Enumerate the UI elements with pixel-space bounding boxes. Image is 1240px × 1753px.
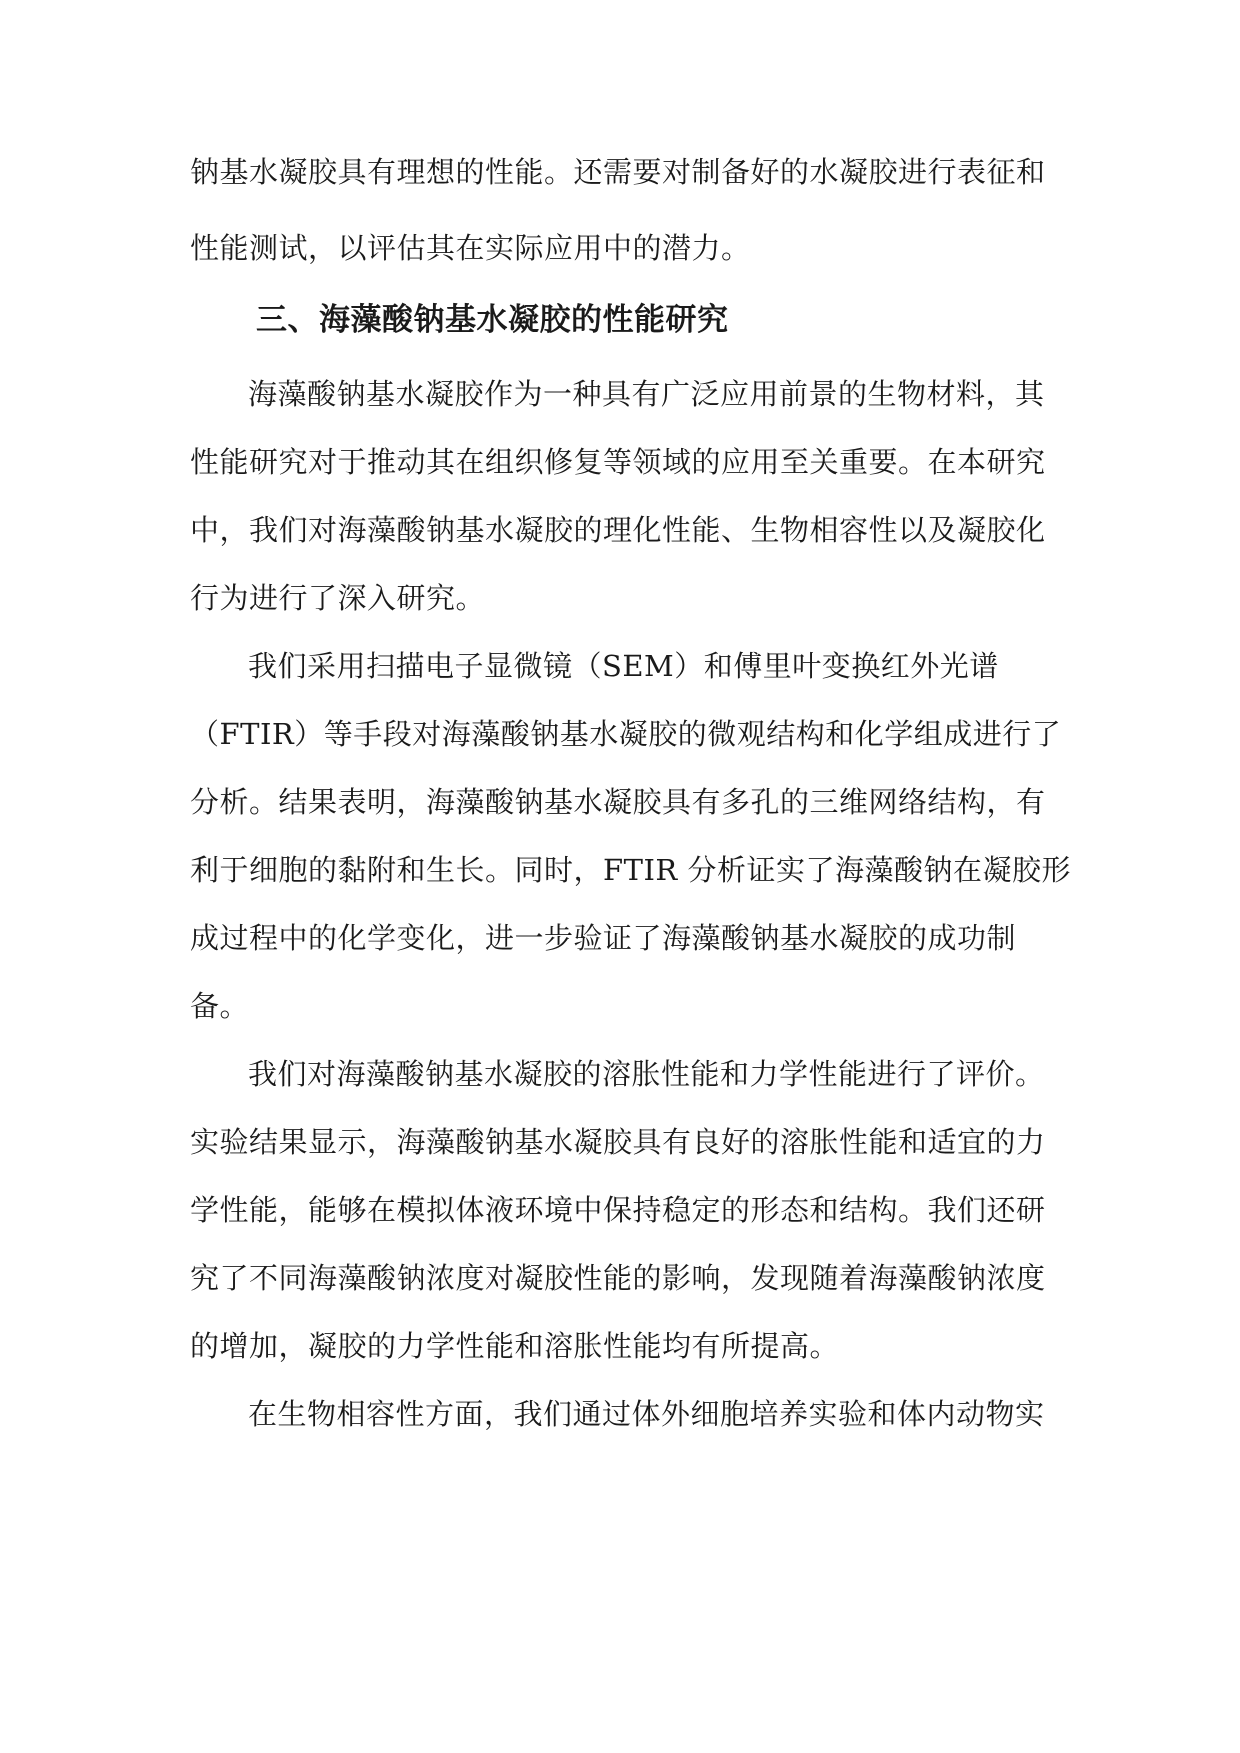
paragraph-1-line-2: 性能研究对于推动其在组织修复等领域的应用至关重要。在本研究 (190, 445, 1046, 479)
paragraph-1-line-3: 中，我们对海藻酸钠基水凝胶的理化性能、生物相容性以及凝胶化 (190, 513, 1046, 547)
paragraph-2-line-2: （FTIR）等手段对海藻酸钠基水凝胶的微观结构和化学组成进行了 (190, 717, 1062, 751)
paragraph-1-line-1: 海藻酸钠基水凝胶作为一种具有广泛应用前景的生物材料，其 (248, 377, 1045, 411)
paragraph-3-line-5: 的增加，凝胶的力学性能和溶胀性能均有所提高。 (190, 1329, 840, 1363)
paragraph-3-line-1: 我们对海藻酸钠基水凝胶的溶胀性能和力学性能进行了评价。 (248, 1057, 1045, 1091)
paragraph-2-line-4: 利于细胞的黏附和生长。同时，FTIR 分析证实了海藻酸钠在凝胶形 (190, 853, 1071, 887)
paragraph-3-line-2: 实验结果显示，海藻酸钠基水凝胶具有良好的溶胀性能和适宜的力 (190, 1125, 1046, 1159)
paragraph-2-line-6: 备。 (190, 989, 250, 1023)
paragraph-2-line-3: 分析。结果表明，海藻酸钠基水凝胶具有多孔的三维网络结构，有 (190, 785, 1046, 819)
continuation-line-1: 钠基水凝胶具有理想的性能。还需要对制备好的水凝胶进行表征和 (190, 155, 1046, 189)
paragraph-1-line-4: 行为进行了深入研究。 (190, 581, 486, 615)
continuation-line-2: 性能测试，以评估其在实际应用中的潜力。 (190, 231, 751, 265)
paragraph-3-line-3: 学性能，能够在模拟体液环境中保持稳定的形态和结构。我们还研 (190, 1193, 1046, 1227)
paragraph-2-line-5: 成过程中的化学变化，进一步验证了海藻酸钠基水凝胶的成功制 (190, 921, 1017, 955)
paragraph-3-line-4: 究了不同海藻酸钠浓度对凝胶性能的影响，发现随着海藻酸钠浓度 (190, 1261, 1046, 1295)
paragraph-2-line-1: 我们采用扫描电子显微镜（SEM）和傅里叶变换红外光谱 (248, 649, 999, 683)
paragraph-4-line-1: 在生物相容性方面，我们通过体外细胞培养实验和体内动物实 (248, 1397, 1045, 1431)
section-title: 三、海藻酸钠基水凝胶的性能研究 (256, 302, 729, 338)
